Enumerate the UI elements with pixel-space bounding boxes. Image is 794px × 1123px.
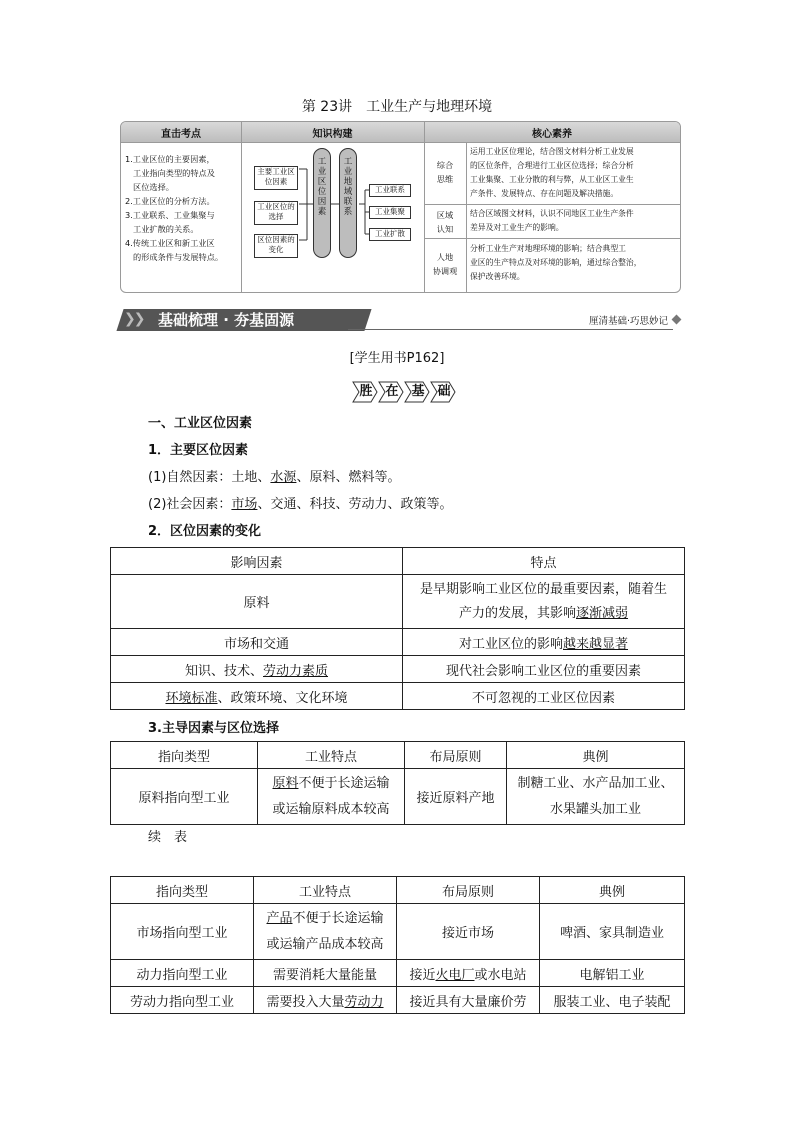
literacy-text-line: 结合区域图文材料，认识不同地区工业生产条件 [470, 209, 634, 218]
cell [403, 629, 685, 656]
social-prefix: (2)社会因素： [148, 497, 232, 512]
cell-line: 或运输原料成本较高 [272, 801, 390, 817]
cell: 市场和交通 [111, 629, 403, 656]
table-header-row [111, 548, 685, 575]
exam-point-line: 工业扩散的关系。 [133, 224, 199, 234]
literacy-text-line: 分析工业生产对地理环境的影响；结合典型工 [470, 244, 626, 253]
diamond-icon [672, 315, 682, 325]
chevron-char: 在 [385, 384, 399, 399]
chevron-heading [351, 381, 471, 403]
cell [397, 960, 540, 987]
literacy-label-line: 认知 [436, 224, 454, 234]
map-box-industrial-cluster: 工业集聚 [369, 206, 411, 219]
banner-rule [348, 329, 673, 330]
col-header: 影响因素 [111, 548, 403, 575]
cell-blank: 劳动力素质 [263, 663, 329, 679]
col-header: 典例 [507, 742, 685, 769]
literacy-label-line: 区域 [436, 210, 454, 220]
cell: 电解铝工业 [540, 960, 685, 987]
exam-point-line: 3.工业联系、工业集聚与 [125, 210, 215, 220]
cell-line [261, 771, 401, 797]
chevron-char: 础 [437, 384, 451, 399]
col-header: 工业特点 [254, 877, 397, 904]
section-banner [120, 303, 680, 331]
header-knowledge: 知识构建 [312, 129, 353, 140]
cell [403, 575, 685, 629]
cell [111, 656, 403, 683]
cell-blank: 环境标准 [165, 690, 218, 706]
table-row [111, 656, 685, 683]
cell-line [257, 906, 393, 932]
cell [111, 683, 403, 710]
literacy-text-line: 业区的生产特点及对环境的影响，通过综合整治， [470, 258, 642, 267]
exam-point-line: 区位选择。 [133, 182, 174, 192]
cell-blank: 越来越显著 [563, 636, 629, 652]
cell: 现代社会影响工业区位的重要因素 [403, 656, 685, 683]
cell-line [406, 602, 681, 626]
table-row [111, 904, 685, 960]
cell-blank: 逐渐减弱 [576, 605, 629, 621]
cell-blank: 火电厂 [435, 967, 475, 983]
cell: 市场指向型工业 [111, 904, 254, 960]
cell-text: 、政策环境、文化环境 [217, 690, 348, 706]
natural-suffix: 、原料、燃料等。 [296, 470, 401, 485]
banner-title: 基础梳理 · 夯基固源 [158, 311, 295, 329]
map-box-factor-change: 区位因素的变化 [254, 234, 298, 258]
map-box-industrial-link: 工业联系 [369, 184, 411, 197]
literacy-label-regional [424, 208, 466, 236]
cell [507, 769, 685, 825]
cell: 不可忽视的工业区位因素 [403, 683, 685, 710]
cell-line: 制糖工业、水产品加工业、 [517, 775, 674, 791]
cell-text: 或水电站 [474, 967, 527, 983]
overview-header [121, 122, 680, 142]
natural-blank: 水源 [270, 470, 297, 485]
table-row [111, 987, 685, 1014]
cell: 啤酒、家具制造业 [540, 904, 685, 960]
subheading-factor-change: 2．区位因素的变化 [148, 524, 262, 539]
literacy-label-line: 综合 [436, 160, 454, 170]
literacy-label-line: 人地 [436, 252, 454, 262]
literacy-label-line: 思维 [436, 174, 454, 184]
lesson-title: 第 23讲 工业生产与地理环境 [301, 99, 493, 115]
literacy-text-comprehensive [470, 145, 678, 201]
literacy-label-harmony [424, 250, 466, 278]
cell [254, 987, 397, 1014]
table-row [111, 683, 685, 710]
exam-point-line: 工业指向类型的特点及 [133, 168, 215, 178]
literacy-text-line: 产条件、发展特点、存在问题及解决措施。 [470, 189, 619, 198]
col-header: 指向类型 [111, 877, 254, 904]
continued-label: 续 表 [148, 830, 188, 845]
col-header: 布局原则 [405, 742, 507, 769]
literacy-text-line: 的区位条件，合理进行工业区位选择；综合分析 [470, 161, 634, 170]
cell [258, 769, 405, 825]
orientation-table-continued [110, 876, 685, 1014]
exam-point-line: 4.传统工业区和新工业区 [125, 238, 215, 248]
cell: 劳动力指向型工业 [111, 987, 254, 1014]
exam-point-line: 2.工业区位的分析方法。 [125, 196, 215, 206]
social-suffix: 、交通、科技、劳动力、政策等。 [257, 497, 453, 512]
book-reference: [学生用书P162] [349, 351, 445, 366]
natural-prefix: (1)自然因素：土地、 [148, 470, 271, 485]
col-header: 特点 [403, 548, 685, 575]
subheading-dominant-factor: 3.主导因素与区位选择 [148, 721, 279, 736]
exam-points-list [125, 152, 239, 264]
literacy-label-comprehensive [424, 158, 466, 186]
map-box-location-choice: 工业区位的选择 [254, 201, 298, 225]
cell: 接近原料产地 [405, 769, 507, 825]
cell: 需要消耗大量能量 [254, 960, 397, 987]
map-box-industrial-diffusion: 工业扩散 [369, 228, 411, 241]
banner-chevron-icon: ❯❯ [124, 311, 144, 327]
literacy-text-harmony [470, 242, 678, 284]
cell-line: 是早期影响工业区位的最重要因素，随着生 [419, 581, 667, 597]
header-literacy: 核心素养 [532, 129, 572, 140]
map-box-main-factors: 主要工业区位因素 [254, 166, 298, 190]
section-heading: 一、工业区位因素 [148, 416, 253, 431]
subheading-main-factors: 1．主要区位因素 [148, 443, 249, 458]
exam-point-line: 1.工业区位的主要因素， [125, 154, 215, 164]
cell: 服装工业、电子装配 [540, 987, 685, 1014]
cell: 动力指向型工业 [111, 960, 254, 987]
map-oval-regional-links: 工业地域联系 [339, 148, 357, 258]
table-header-row [111, 877, 685, 904]
orientation-table [110, 741, 685, 825]
chevron-char: 胜 [359, 384, 373, 399]
literacy-text-line: 工业集聚、工业分散的利与弊，从工业区工业生 [470, 175, 634, 184]
cell-blank: 原料 [272, 775, 299, 791]
map-oval-location-factors: 工业区位因素 [313, 148, 331, 258]
col-header: 工业特点 [258, 742, 405, 769]
cell-blank: 产品 [266, 910, 293, 926]
table-header-row [111, 742, 685, 769]
social-factors [148, 493, 452, 512]
cell-text: 需要投入大量 [266, 994, 345, 1010]
cell-text: 接近 [409, 967, 436, 983]
table-row [111, 629, 685, 656]
cell: 原料 [111, 575, 403, 629]
literacy-text-line: 差异及对工业生产的影响。 [470, 223, 564, 232]
cell: 接近市场 [397, 904, 540, 960]
col-header: 布局原则 [397, 877, 540, 904]
natural-factors [148, 466, 400, 485]
cell [254, 904, 397, 960]
chevron-char: 基 [411, 384, 425, 399]
cell-text: 不便于长途运输 [298, 775, 390, 791]
cell-text: 不便于长途运输 [292, 910, 384, 926]
cell: 接近具有大量廉价劳 [397, 987, 540, 1014]
col-header: 指向类型 [111, 742, 258, 769]
literacy-text-line: 保护改善环境。 [470, 272, 525, 281]
literacy-text-regional [470, 207, 678, 235]
exam-point-line: 的形成条件与发展特点。 [133, 252, 224, 262]
header-exam-points: 直击考点 [161, 129, 201, 140]
literacy-label-line: 协调观 [432, 266, 458, 276]
cell-line: 或运输产品成本较高 [266, 936, 384, 952]
social-blank: 市场 [231, 497, 258, 512]
banner-tag: 厘清基础·巧思妙记 [588, 316, 668, 327]
overview-table [120, 121, 681, 293]
table-row [111, 960, 685, 987]
cell-blank: 劳动力 [344, 994, 384, 1010]
table-row [111, 575, 685, 629]
factor-change-table [110, 547, 685, 710]
cell-text: 知识、技术、 [184, 663, 263, 679]
cell: 原料指向型工业 [111, 769, 258, 825]
cell-line: 水果罐头加工业 [549, 801, 641, 817]
cell-text: 产力的发展，其影响 [458, 605, 576, 621]
col-header: 典例 [540, 877, 685, 904]
cell-text: 对工业区位的影响 [458, 636, 563, 652]
literacy-text-line: 运用工业区位理论，结合图文材料分析工业发展 [470, 147, 634, 156]
table-row [111, 769, 685, 825]
